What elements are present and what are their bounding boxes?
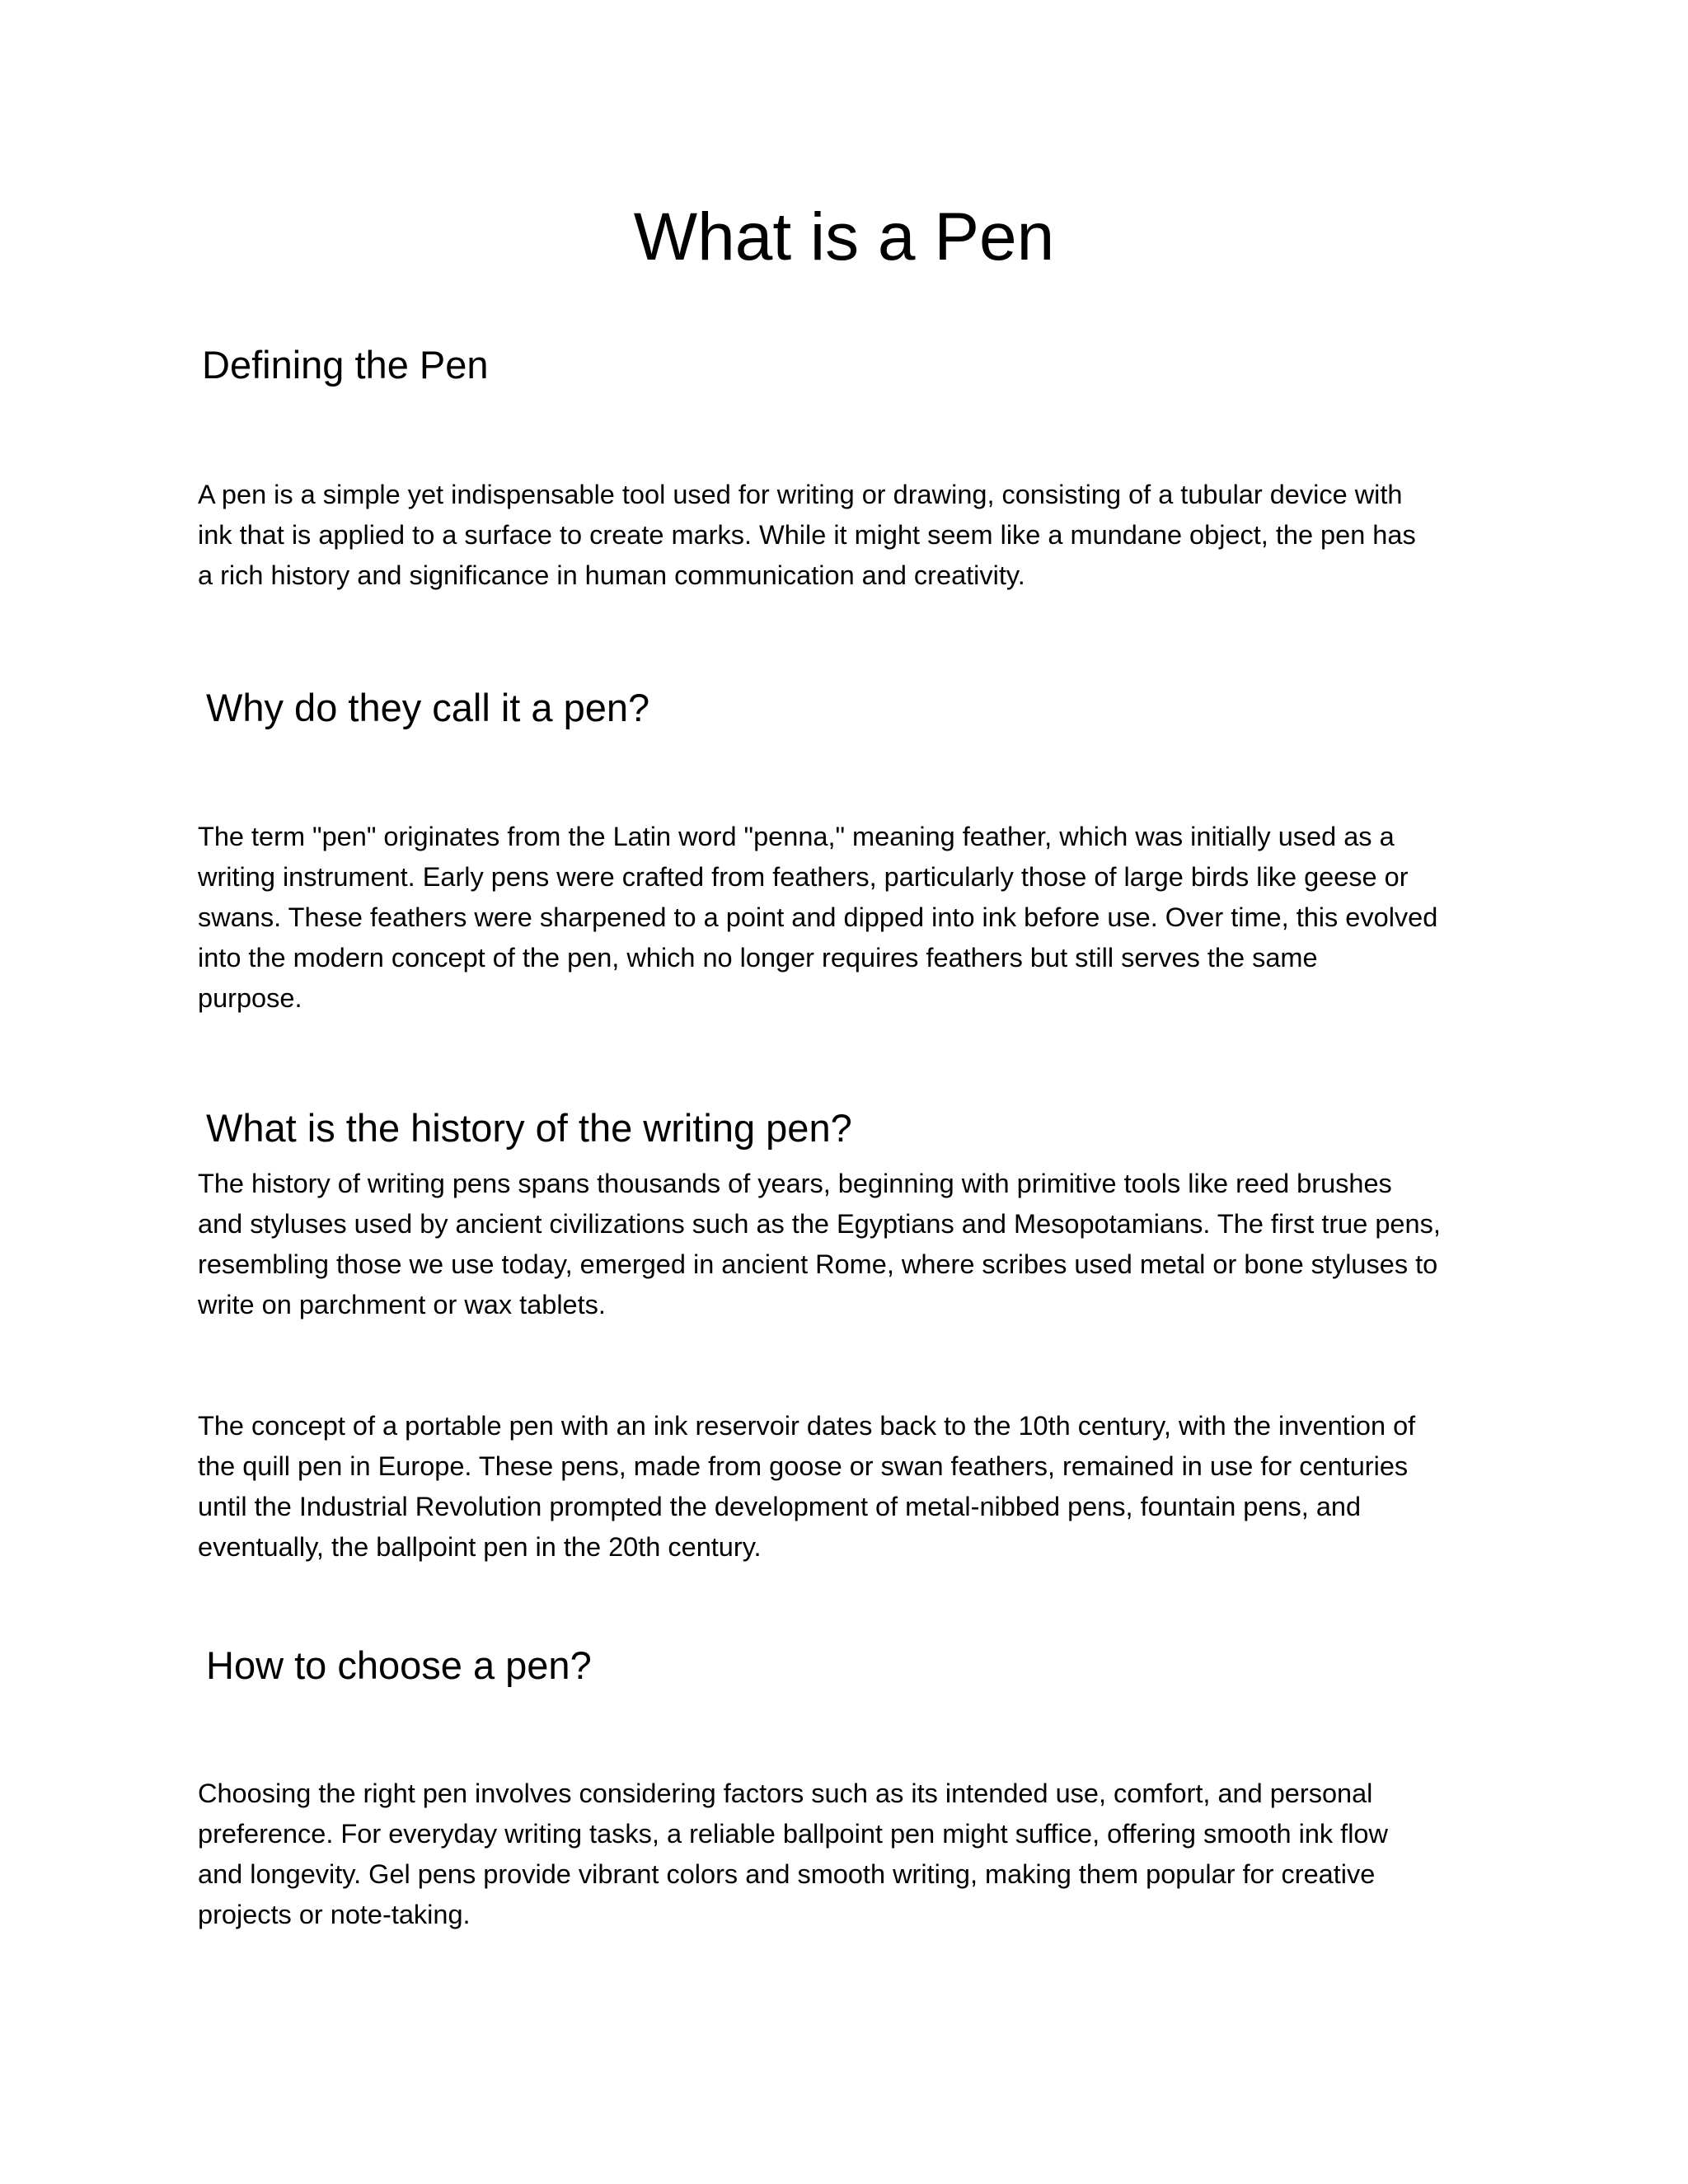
paragraph-line: into the modern concept of the pen, which no longer requires feathers but still serves the same — [198, 943, 1318, 972]
paragraph-line: The history of writing pens spans thousands of years, beginning with primitive tools like reed brushes — [198, 1169, 1392, 1198]
paragraph-line: resembling those we use today, emerged in ancient Rome, where scribes used metal or bone styluses to — [198, 1249, 1438, 1279]
paragraph-line: preference. For everyday writing tasks, a reliable ballpoint pen might suffice, offering smooth ink flow — [198, 1819, 1388, 1849]
paragraph-why-pen — [198, 817, 1500, 1019]
paragraph-line: writing instrument. Early pens were crafted from feathers, particularly those of large birds like geese or — [198, 862, 1409, 892]
paragraph-line: projects or note-taking. — [198, 1900, 471, 1929]
section-heading-why-pen: Why do they call it a pen? — [206, 686, 650, 729]
paragraph-line: ink that is applied to a surface to create marks. While it might seem like a mundane object, the pen has — [198, 520, 1416, 550]
paragraph-line: swans. These feathers were sharpened to a point and dipped into ink before use. Over time, this evolved — [198, 902, 1438, 932]
paragraph-line: and longevity. Gel pens provide vibrant colors and smooth writing, making them popular for creative — [198, 1859, 1376, 1889]
section-heading-defining: Defining the Pen — [202, 343, 489, 387]
paragraph-history-2 — [198, 1406, 1500, 1568]
paragraph-line: a rich history and significance in human communication and creativity. — [198, 560, 1025, 590]
paragraph-line: A pen is a simple yet indispensable tool used for writing or drawing, consisting of a tubular device with — [198, 480, 1403, 509]
paragraph-line: the quill pen in Europe. These pens, made from goose or swan feathers, remained in use for centuries — [198, 1451, 1409, 1481]
paragraph-line: eventually, the ballpoint pen in the 20th century. — [198, 1532, 762, 1562]
paragraph-choose — [198, 1774, 1500, 1935]
paragraph-line: Choosing the right pen involves considering factors such as its intended use, comfort, and personal — [198, 1779, 1373, 1808]
paragraph-defining — [198, 475, 1500, 596]
paragraph-line: The concept of a portable pen with an ink reservoir dates back to the 10th century, with the invention of — [198, 1411, 1416, 1441]
section-heading-history: What is the history of the writing pen? — [206, 1106, 852, 1150]
section-heading-choose: How to choose a pen? — [206, 1643, 592, 1687]
paragraph-line: The term "pen" originates from the Latin word "penna," meaning feather, which was initially used as a — [198, 822, 1395, 851]
paragraph-history-1 — [198, 1164, 1500, 1325]
paragraph-line: until the Industrial Revolution prompted the development of metal-nibbed pens, fountain pens, and — [198, 1492, 1362, 1521]
document-title: What is a Pen — [633, 199, 1055, 274]
paragraph-line: purpose. — [198, 983, 302, 1013]
paragraph-line: and styluses used by ancient civilizations such as the Egyptians and Mesopotamians. The first true pens, — [198, 1209, 1441, 1239]
paragraph-line: write on parchment or wax tablets. — [198, 1290, 606, 1319]
